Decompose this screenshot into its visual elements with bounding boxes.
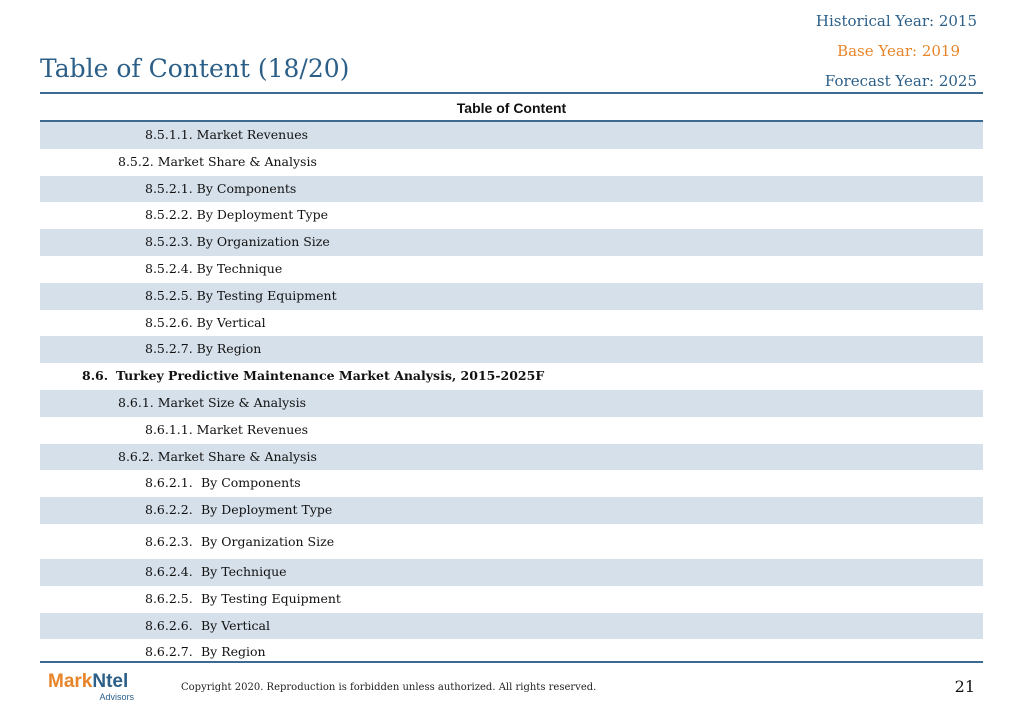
- toc-row-text: 8.5.1.1. Market Revenues: [145, 127, 309, 142]
- toc-row-number: 8.6.2.4.: [145, 563, 193, 579]
- toc-row-text: By Region: [201, 644, 266, 660]
- toc-table: [40, 96, 983, 666]
- toc-row: [40, 176, 983, 203]
- toc-row-text: By Organization Size: [201, 533, 335, 549]
- toc-row-text: By Vertical: [201, 617, 270, 633]
- toc-row-text: 8.5.2. Market Share & Analysis: [118, 153, 317, 169]
- toc-row: [40, 417, 983, 444]
- toc-row: [40, 524, 983, 559]
- toc-table-header: Table of Content: [40, 96, 983, 122]
- toc-row: [40, 336, 983, 363]
- logo-wordmark: [48, 672, 138, 692]
- logo-mark-text: Mark: [48, 671, 93, 692]
- toc-row-text: Turkey Predictive Maintenance Market Analysis, 2015-2025F: [116, 368, 545, 384]
- toc-row-text: 8.5.2.4. By Technique: [145, 260, 283, 276]
- toc-row: [40, 444, 983, 471]
- toc-row: [40, 229, 983, 256]
- toc-row-text: 8.5.2.2. By Deployment Type: [145, 207, 329, 223]
- toc-row: [40, 497, 983, 524]
- toc-row-text: 8.5.2.7. By Region: [145, 341, 262, 357]
- toc-row-text: By Technique: [201, 563, 287, 579]
- toc-row: [40, 202, 983, 229]
- toc-row-number: 8.6.2.7.: [145, 644, 193, 660]
- toc-row-number: 8.6.: [82, 368, 109, 384]
- toc-row-text: 8.5.2.5. By Testing Equipment: [145, 287, 337, 303]
- markntel-logo: [48, 672, 138, 702]
- toc-row: [40, 470, 983, 497]
- toc-row: [40, 283, 983, 310]
- base-year: Base Year: 2019: [837, 42, 960, 60]
- logo-subtitle: Advisors: [99, 692, 134, 702]
- page-number: 21: [954, 677, 975, 696]
- toc-row: [40, 149, 983, 176]
- toc-row-text: By Testing Equipment: [201, 590, 341, 606]
- toc-section-row: [40, 363, 983, 390]
- forecast-year: Forecast Year: 2025: [824, 72, 977, 90]
- footer-divider: [40, 661, 983, 663]
- title-divider: [40, 92, 983, 94]
- toc-row-number: 8.6.2.6.: [145, 617, 193, 633]
- toc-row-number: 8.6.2.5.: [145, 590, 193, 606]
- copyright-notice: Copyright 2020. Reproduction is forbidden unless authorized. All rights reserved.: [181, 682, 597, 693]
- toc-row-text: 8.6.1. Market Size & Analysis: [118, 394, 306, 410]
- historical-year: Historical Year: 2015: [815, 12, 977, 30]
- toc-row-text: 8.5.2.6. By Vertical: [145, 314, 266, 330]
- report-years: [816, 10, 977, 100]
- toc-row: [40, 559, 983, 586]
- toc-row-text: 8.6.1.1. Market Revenues: [145, 421, 309, 437]
- toc-row-text: By Deployment Type: [201, 502, 333, 518]
- toc-row-number: 8.6.2.3.: [145, 533, 193, 549]
- toc-row: [40, 586, 983, 613]
- toc-row-text: By Components: [201, 475, 301, 491]
- toc-row: [40, 256, 983, 283]
- toc-row: [40, 122, 983, 149]
- toc-row-number: 8.6.2.2.: [145, 502, 193, 518]
- toc-row: [40, 613, 983, 640]
- toc-row-text: 8.5.2.3. By Organization Size: [145, 234, 330, 250]
- toc-row-number: 8.6.2.1.: [145, 475, 193, 491]
- toc-row-text: 8.5.2.1. By Components: [145, 180, 297, 196]
- toc-row: [40, 310, 983, 337]
- logo-ntel-text: Ntel: [92, 671, 129, 692]
- page-title: Table of Content (18/20): [40, 54, 350, 83]
- toc-row-text: 8.6.2. Market Share & Analysis: [118, 448, 317, 464]
- toc-row: [40, 390, 983, 417]
